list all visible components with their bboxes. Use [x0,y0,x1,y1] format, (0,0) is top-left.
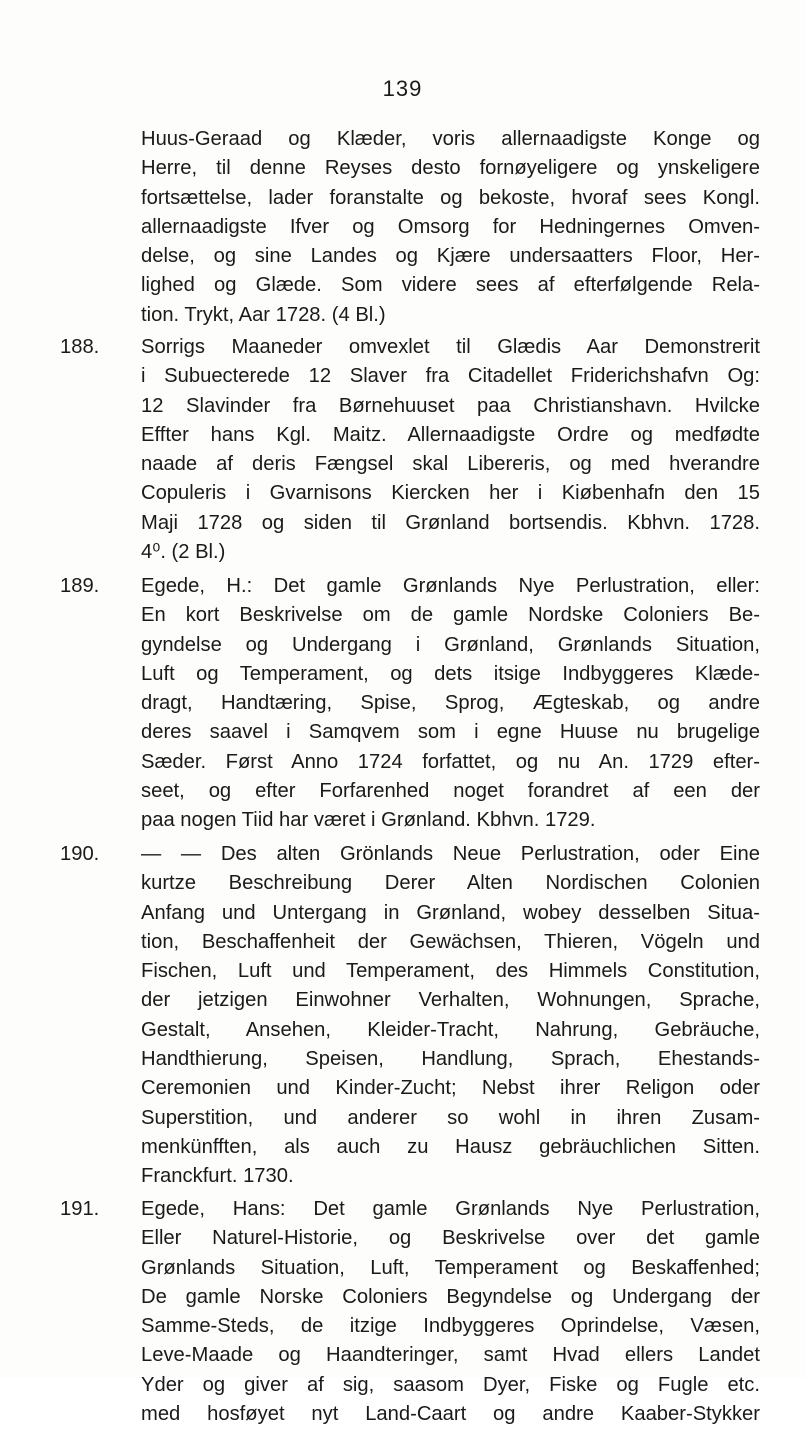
text-line: Maji 1728 og siden til Grønland bortsendis. Kbhvn. 1728. [141,511,760,534]
text-line: Huus-Geraad og Klæder, voris allernaadigste Konge og [141,128,760,150]
page-number: 139 [382,76,423,101]
text-line: Sorrigs Maaneder omvexlet til Glædis Aar Demonstrerit [141,336,760,358]
text-line: Ceremonien und Kinder-Zucht; Nebst ihrer Religon oder [141,1077,760,1100]
text-line: Effter hans Kgl. Maitz. Allernaadigste Ordre og medfødte [141,423,760,446]
text-line: En kort Beskrivelse om de gamle Nordske Coloniers Be- [141,604,760,627]
entry-text [141,1195,760,1429]
text-line: Anfang und Untergang in Grønland, wobey desselben Situa- [141,901,760,924]
entry-number: 190. [60,843,100,865]
text-line: Copuleris i Gvarnisons Kiercken her i Kiøbenhafn den 15 [141,482,760,505]
entry-number: 188. [60,336,100,358]
bibliography-entry-189 [60,572,760,836]
text-line: Franckfurt. 1730. [141,1165,294,1188]
text-line: 4⁰. (2 Bl.) [141,541,226,564]
text-line: Gestalt, Ansehen, Kleider-Tracht, Nahrung, Gebräuche, [141,1018,760,1041]
text-line: delse, og sine Landes og Kjære undersaatters Floor, Her- [141,245,760,268]
text-line: Sæder. Først Anno 1724 forfattet, og nu An. 1729 efter- [141,750,760,773]
entry-text [141,333,760,567]
text-line: naade af deris Fængsel skal Libereris, og med hverandre [141,453,760,476]
text-line: Grønlands Situation, Luft, Temperament og Beskaffenhed; [141,1256,760,1279]
text-line: fortsættelse, lader foranstalte og bekoste, hvoraf sees Kongl. [141,186,760,209]
text-line: deres saavel i Samqvem som i egne Huuse nu brugelige [141,721,760,744]
text-line: dragt, Handtæring, Spise, Sprog, Ægteskab, og andre [141,692,760,715]
entry-number: 189. [60,575,100,597]
text-line: seet, og efter Forfarenhed noget forandret af een der [141,780,760,803]
text-line: gyndelse og Undergang i Grønland, Grønlands Situation, [141,633,760,656]
text-line: Luft og Temperament, og dets itsige Indbyggeres Klæde- [141,662,760,685]
text-line: kurtze Beschreibung Derer Alten Nordischen Colonien [141,872,760,895]
text-line: 12 Slavinder fra Børnehuuset paa Christianshavn. Hvilcke [141,394,760,417]
text-line: Egede, Hans: Det gamle Grønlands Nye Perlustration, [141,1198,760,1220]
text-line: Samme-Steds, de itzige Indbyggeres Oprindelse, Væsen, [141,1315,760,1338]
text-line: tion. Trykt, Aar 1728. (4 Bl.) [141,303,386,326]
bibliography-entry-188 [60,333,760,567]
text-line: i Subuecterede 12 Slaver fra Citadellet Friderichshafvn Og: [141,365,760,388]
text-line: paa nogen Tiid har været i Grønland. Kbhvn. 1729. [141,809,596,832]
text-line: med hosføyet nyt Land-Caart og andre Kaaber-Stykker [141,1403,760,1426]
text-line: menkünfften, als auch zu Hausz gebräuchlichen Sitten. [141,1135,760,1158]
text-line: De gamle Norske Coloniers Begyndelse og Undergang der [141,1285,760,1308]
text-line: Herre, til denne Reyses desto fornøyeligere og ynskeligere [141,157,760,180]
entry-text [141,840,760,1192]
entry-number: 191. [60,1198,100,1220]
text-line: tion, Beschaffenheit der Gewächsen, Thieren, Vögeln und [141,930,760,953]
text-line: Eller Naturel-Historie, og Beskrivelse over det gamle [141,1227,760,1250]
text-line: der jetzigen Einwohner Verhalten, Wohnungen, Sprache, [141,989,760,1012]
bibliography-entry-191 [60,1195,760,1429]
text-line: — — Des alten Grönlands Neue Perlustration, oder Eine [141,843,760,865]
bibliography-entry-190 [60,840,760,1192]
text-line: allernaadigste Ifver og Omsorg for Hedningernes Omven- [141,215,760,238]
text-line: Leve-Maade og Haandteringer, samt Hvad ellers Landet [141,1344,760,1367]
text-line: lighed og Glæde. Som videre sees af efterfølgende Rela- [141,274,760,297]
text-line: Egede, H.: Det gamle Grønlands Nye Perlustration, eller: [141,575,760,597]
text-line: Superstition, und anderer so wohl in ihren Zusam- [141,1106,760,1129]
text-line: Fischen, Luft und Temperament, des Himmels Constitution, [141,960,760,983]
text-line: Handthierung, Speisen, Handlung, Sprach, Ehestands- [141,1048,760,1071]
continuation-paragraph [60,125,760,330]
text-line: Yder og giver af sig, saasom Dyer, Fiske og Fugle etc. [141,1373,760,1396]
entry-text [141,572,760,836]
